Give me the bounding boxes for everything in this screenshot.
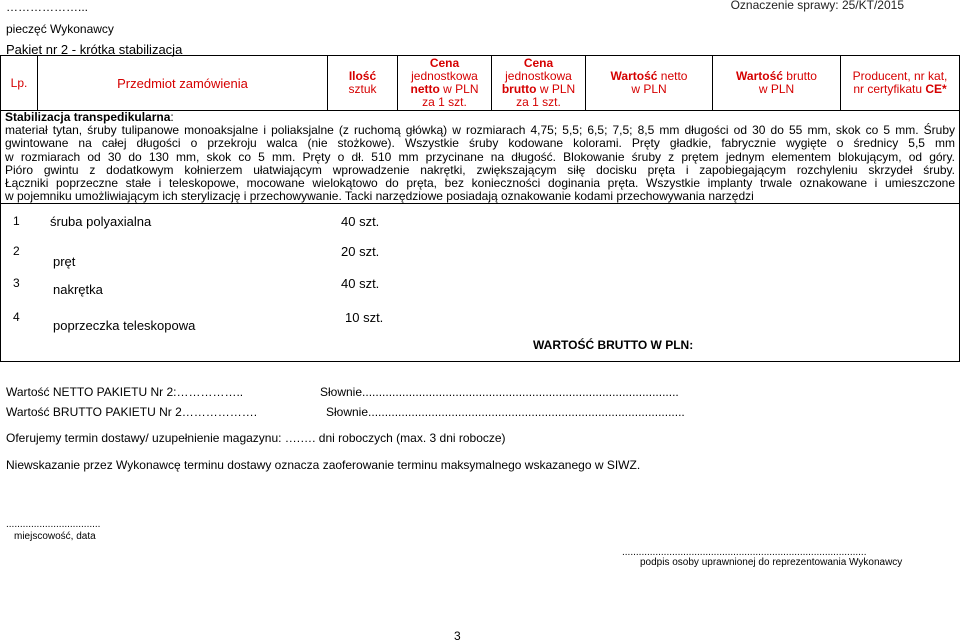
description-line: w rozmiarach od 30 do 130 mm, skok co 5 mm. Pręty o dł. 510 mm przycinane na długość. Blokowanie śruby z prętem jednym elementem blokującym, od góry. [5,149,955,164]
stamp-dots: ………………... [6,0,89,14]
item-lp: 3 [13,276,20,291]
table-header-row [1,56,960,111]
item-lp: 4 [13,310,20,325]
item-name: nakrętka [53,282,103,298]
signature-label: podpis osoby uprawnionej do reprezentowania Wykonawcy [640,557,903,568]
items-block [1,204,960,362]
signature-dots: ........................................................................................ [622,547,867,558]
description-title: Stabilizacja transpedikularna [5,110,171,124]
description-line: Pióro gwintu z dodatkowym kołnierzem ułatwiającym wprowadzenie nakrętki, zwiększającym siłę docisku pręta i zapobiegającym rozchyleniu skrzydeł śruby. [5,162,955,177]
package-title: Pakiet nr 2 - krótka stabilizacja [6,42,183,57]
header-unit-net: Cena jednostkowa netto w PLN za 1 szt. [398,56,492,111]
place-date-label: miejscowość, data [14,531,96,542]
item-quantity: 10 szt. [345,310,384,326]
description-row [1,111,960,204]
package-net-words: Słownie............................................................................................... [320,385,679,399]
case-reference: Oznaczenie sprawy: 25/KT/2015 [730,0,904,12]
item-name: poprzeczka teleskopowa [53,318,196,334]
header-quantity: Ilość sztuk [328,56,398,111]
item-lp: 1 [13,214,20,229]
description-cell: Stabilizacja transpedikularna: materiał tytan, śruby tulipanowe monoaksjalne i poliaksjalne (z ruchomą główką) w rozmiarach 4,75; 5,5; 6,5; 7,5; 8,5 mm długości od 30 do 55 mm, skok co 5 mm. Śruby gwintowane na całej długości o przekroju walca (nie stożkowe). Wszystkie śruby kodowane kolorami. Pręty gładkie, fabrycznie wygięte o średnicy 5,5 mm w rozmiarach od 30 do 130 mm, skok co 5 mm. Pręty o dł. 510 mm przycinane na długość. Blokowanie śruby z prętem jednym elementem blokującym, od góry. Pióro gwintu z dodatkowym kołnierzem ułatwiającym wprowadzenie nakrętki, zwiększającym siłę docisku pręta i zapobiegającym rozchyleniu skrzydeł śruby. Łączniki poprzeczne stałe i teleskopowe, mocowane wielokątowo do pręta, bez konieczności doginania pręta. Wszystkie implanty trwale oznakowane i umieszczone w pojemniku umożliwiającym ich sterylizację i przechowywanie. Tacki narzędziowe posiadają oznakowanie kodami przechowywania narzędzi [1,111,960,204]
description-line: gwintowane na całej długości o przekroju walca (nie stożkowe). Wszystkie śruby kodowane kolorami. Pręty gładkie, fabrycznie wygięte o średnicy 5,5 mm [5,136,955,151]
item-quantity: 40 szt. [341,276,380,292]
delivery-offer: Oferujemy termin dostawy/ uzupełnienie magazynu: ….…. dni roboczych (max. 3 dni robocze) [6,431,506,445]
item-name: pręt [53,254,76,270]
item-name: śruba polyaxialna [50,214,152,230]
header-subject: Przedmiot zamówienia [38,56,328,111]
total-gross-label: WARTOŚĆ BRUTTO W PLN: [533,338,694,353]
header-value-net: Wartość netto w PLN [586,56,713,111]
items-table [0,55,960,362]
stamp-label: pieczęć Wykonawcy [6,22,114,36]
header-value-gross: Wartość brutto w PLN [713,56,841,111]
description-line: w pojemniku umożliwiającym ich sterylizację i przechowywanie. Tacki narzędziowe posiadają oznakowanie kodami przechowywania narzędzi [5,189,754,204]
item-quantity: 40 szt. [341,214,380,230]
page-number: 3 [454,629,461,643]
place-date-dots: .................................. [6,519,101,530]
package-gross-words: Słownie............................................................................................... [326,405,685,419]
description-line: materiał tytan, śruby tulipanowe monoaksjalne i poliaksjalne (z ruchomą główką) w rozmiarach 4,75; 5,5; 6,5; 7,5; 8,5 mm długości od 30 do 55 mm, skok co 5 mm. Śruby [5,123,955,138]
header-lp: Lp. [1,56,38,111]
header-producer: Producent, nr kat, nr certyfikatu CE* [841,56,960,111]
items-rows [1,204,960,362]
item-lp: 2 [13,244,20,259]
package-gross-value: Wartość BRUTTO PAKIETU Nr 2………………. [6,405,258,419]
item-quantity: 20 szt. [341,244,380,260]
delivery-notice: Niewskazanie przez Wykonawcę terminu dostawy oznacza zaoferowanie terminu maksymalnego wskazanego w SIWZ. [6,458,641,472]
package-net-value: Wartość NETTO PAKIETU Nr 2:…………….. [6,385,244,399]
description-line: Łączniki poprzeczne stałe i teleskopowe, mocowane wielokątowo do pręta, bez konieczności doginania pręta. Wszystkie implanty trwale oznakowane i umieszczone [5,176,955,191]
header-unit-gross: Cena jednostkowa brutto w PLN za 1 szt. [492,56,586,111]
